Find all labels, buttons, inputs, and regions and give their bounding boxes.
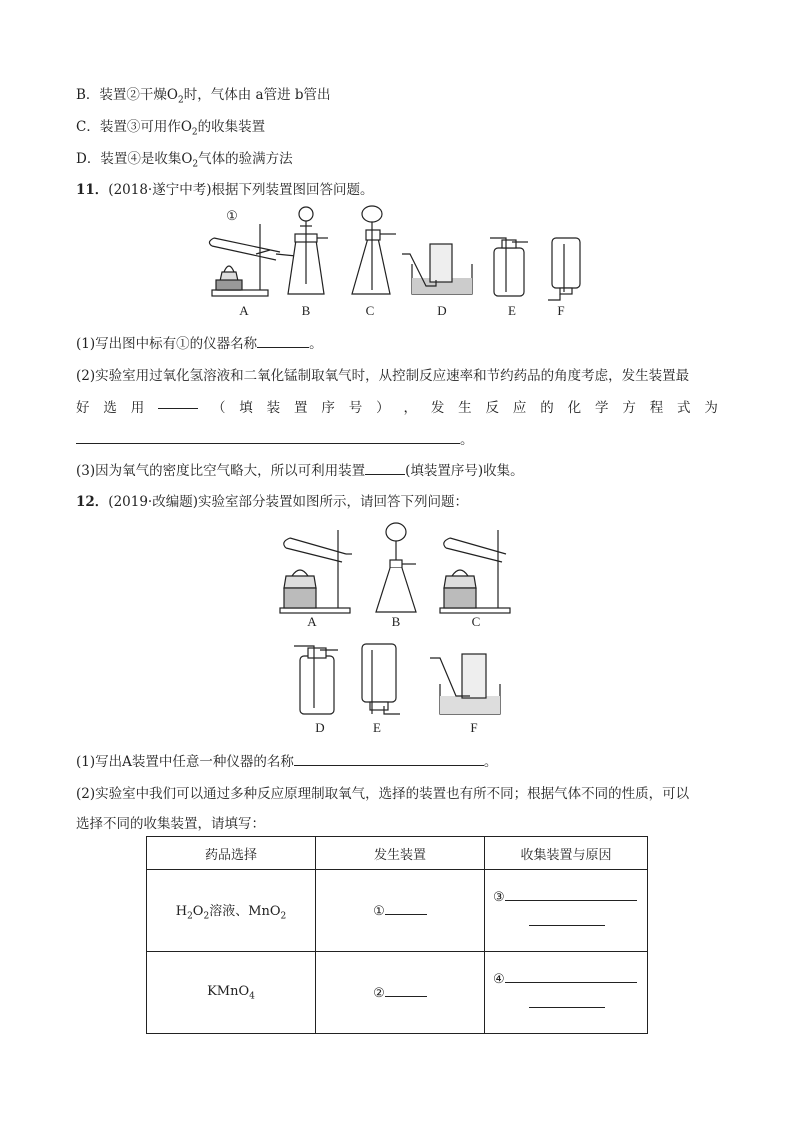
q11-label-a: A — [239, 303, 249, 318]
q11-marker-1: ① — [226, 208, 238, 223]
q11-part2-char: ） — [376, 400, 390, 416]
table-row1-reagent: $H_2O_2$溶液、MnO$_2$ — [147, 870, 316, 952]
q11-label-f: F — [557, 303, 565, 318]
row2-reason-blank[interactable] — [529, 995, 605, 1008]
q11-part2-char: 序 — [321, 400, 335, 416]
option-c: C．装置③可用作$O_2$的收集装置 — [76, 119, 266, 138]
q11-part2-line3: 。 — [76, 428, 474, 448]
q11-part2-char: 号 — [348, 400, 363, 416]
q11-part2-char: ， — [403, 400, 417, 416]
option-d: D．装置④是收集$O_2$气体的验满方法 — [76, 151, 293, 170]
q12-label-d: D — [315, 720, 325, 735]
table-header-generator: 发生装置 — [316, 837, 485, 870]
q11-label-d: D — [437, 303, 447, 318]
option-b: B．装置②干燥$O_2$时，气体由 a管进 b管出 — [76, 87, 331, 106]
q11-label-e: E — [508, 303, 516, 318]
q12-label-a: A — [307, 614, 317, 629]
table-row1-device: ① — [316, 870, 485, 952]
q11-label-b: B — [301, 303, 311, 318]
table-row2-reagent: KMnO$_4$ — [147, 952, 316, 1034]
q11-part2-line2 — [76, 396, 718, 416]
q11-label-c: C — [365, 303, 375, 318]
q12-stem: 12．(2019·改编题)实验室部分装置如图所示，请回答下列问题： — [76, 494, 468, 510]
q12-part2-line1: (2)实验室中我们可以通过多种反应原理制取氧气，选择的装置也有所不同；根据气体不同的性质，可以 — [76, 786, 690, 802]
q11-part2-char: 选 — [103, 400, 117, 416]
q11-part2-char: 用 — [130, 400, 145, 416]
q11-part2-line1: (2)实验室用过氧化氢溶液和二氧化锰制取氧气时，从控制反应速率和节约药品的角度考虑，发生装置最 — [76, 368, 690, 384]
q11-part2-char: 填 — [239, 400, 253, 416]
q11-part2-char: 生 — [458, 400, 472, 416]
q11-part2-char: 置 — [294, 400, 308, 416]
q11-part2-char: （ — [211, 400, 226, 416]
row1-device-blank[interactable] — [385, 902, 427, 915]
table-row2-collect: ④ — [485, 952, 648, 1034]
q11-part1: (1)写出图中标有①的仪器名称 。 — [76, 336, 323, 352]
q11-part2-char: 程 — [649, 400, 664, 416]
q12-label-e: E — [373, 720, 381, 735]
q11-part3-blank[interactable] — [365, 462, 405, 475]
table-header-collector: 收集装置与原因 — [485, 837, 648, 870]
q11-part2-char: 方 — [622, 400, 636, 416]
q12-part1: (1)写出A装置中任意一种仪器的名称 。 — [76, 754, 498, 770]
q12-label-c: C — [471, 614, 481, 629]
q11-part2-char: 的 — [540, 400, 554, 416]
q11-part2-char: 式 — [677, 400, 691, 416]
q11-part2-char: 学 — [594, 400, 609, 416]
q11-part2-char: 发 — [430, 400, 445, 416]
row1-collect-blank[interactable] — [505, 888, 637, 901]
q11-device-blank[interactable] — [158, 396, 198, 409]
q11-part2-char: 反 — [485, 400, 500, 416]
q11-part3: (3)因为氧气的密度比空气略大，所以可利用装置 (填装置序号)收集。 — [76, 463, 524, 479]
row1-reason-blank[interactable] — [529, 913, 605, 926]
row2-device-blank[interactable] — [385, 984, 427, 997]
q12-apparatus-bottom-figure — [290, 640, 510, 720]
row2-collect-blank[interactable] — [505, 970, 637, 983]
q12-apparatus-top-figure — [276, 520, 526, 615]
q11-equation-blank[interactable] — [76, 431, 460, 444]
q11-part2-char: 装 — [266, 400, 281, 416]
q11-apparatus-figure — [200, 204, 600, 308]
q12-part1-blank[interactable] — [294, 753, 484, 766]
q11-part2-char: 应 — [512, 400, 527, 416]
q11-part2-char: 化 — [567, 400, 582, 416]
q12-label-b: B — [391, 614, 401, 629]
table-row2-device: ② — [316, 952, 485, 1034]
table-row1-collect: ③ — [485, 870, 648, 952]
q11-part2-char: 为 — [704, 400, 718, 416]
q11-part2-char: 好 — [76, 400, 90, 416]
q12-label-f: F — [470, 720, 478, 735]
table-header-reagent: 药品选择 — [147, 837, 316, 870]
q12-part2-line2: 选择不同的收集装置，请填写： — [76, 816, 265, 832]
q11-part1-blank[interactable] — [257, 335, 309, 348]
q12-answer-table — [146, 836, 648, 1034]
q11-stem: 11．(2018·遂宁中考)根据下列装置图回答问题。 — [76, 182, 374, 198]
